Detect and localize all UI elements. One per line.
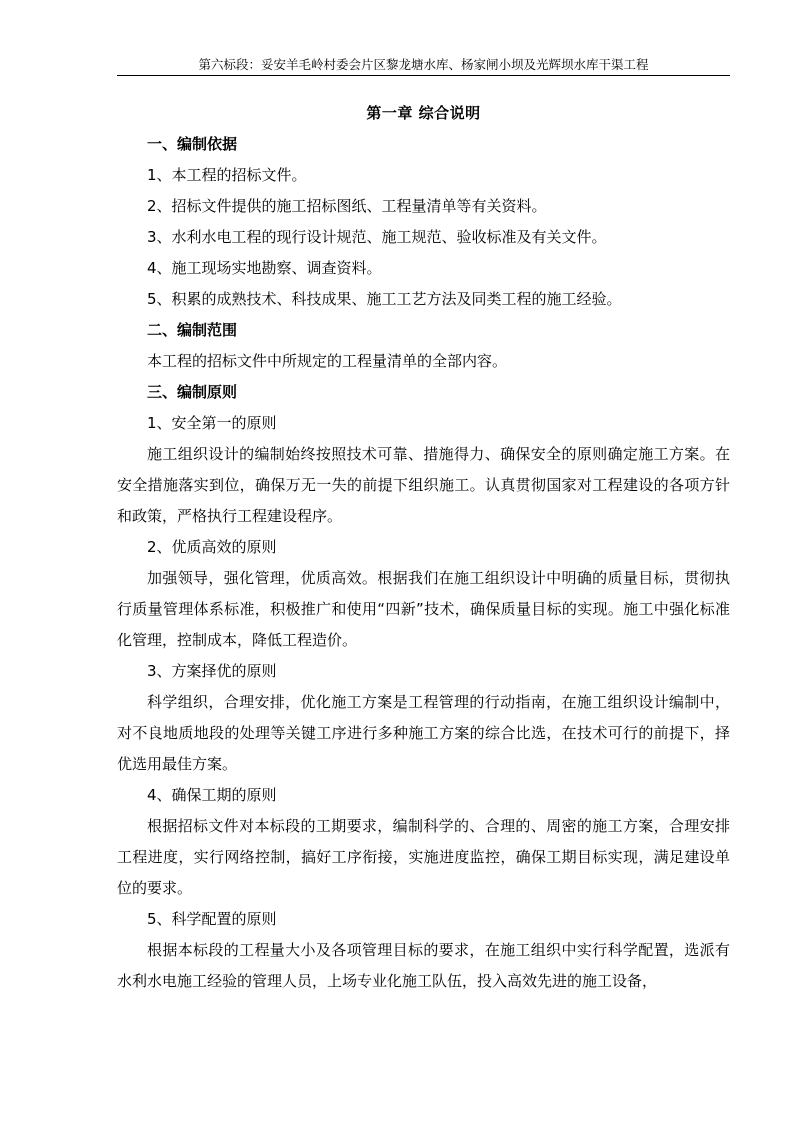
section-heading-basis: 一、编制依据 — [147, 135, 238, 153]
chapter-title: 第一章 综合说明 — [366, 104, 481, 122]
principle-1-text: 施工组织设计的编制始终按照技术可靠、措施得力、确保安全的原则确定施工方案。在安全措施落实到位，确保万无一失的前提下组织施工。认真贯彻国家对工程建设的各项方针和政策，严格执行工程建设程序。 — [117, 445, 730, 525]
basis-item-3: 3、水利水电工程的现行设计规范、施工规范、验收标准及有关文件。 — [147, 228, 607, 246]
principle-3-title: 3、方案择优的原则 — [147, 662, 277, 680]
basis-item-2: 2、招标文件提供的施工招标图纸、工程量清单等有关资料。 — [147, 197, 547, 215]
principle-3-text: 科学组织，合理安排，优化施工方案是工程管理的行动指南，在施工组织设计编制中，对不良地质地段的处理等关键工序进行多种施工方案的综合比选，在技术可行的前提下，择优选用最佳方案。 — [117, 693, 730, 773]
principle-5-title: 5、科学配置的原则 — [147, 910, 277, 928]
header-rule — [117, 75, 730, 76]
scope-text: 本工程的招标文件中所规定的工程量清单的全部内容。 — [147, 352, 508, 370]
section-heading-scope: 二、编制范围 — [147, 321, 238, 339]
basis-item-4: 4、施工现场实地勘察、调查资料。 — [147, 259, 382, 277]
principle-5-text: 根据本标段的工程量大小及各项管理目标的要求，在施工组织中实行科学配置，选派有水利水电施工经验的管理人员，上场专业化施工队伍，投入高效先进的施工设备， — [117, 941, 730, 990]
document-body — [117, 98, 730, 997]
principle-4-text: 根据招标文件对本标段的工期要求，编制科学的、合理的、周密的施工方案，合理安排工程进度，实行网络控制，搞好工序衔接，实施进度监控，确保工期目标实现，满足建设单位的要求。 — [117, 817, 730, 897]
principle-1-title: 1、安全第一的原则 — [147, 414, 277, 432]
principle-2-title: 2、优质高效的原则 — [147, 538, 277, 556]
page-header: 第六标段：妥安羊毛岭村委会片区黎龙塘水库、杨家闸小坝及光辉坝水库干渠工程 — [198, 57, 649, 72]
basis-item-5: 5、积累的成熟技术、科技成果、施工工艺方法及同类工程的施工经验。 — [147, 290, 622, 308]
principle-4-title: 4、确保工期的原则 — [147, 786, 277, 804]
section-heading-principles: 三、编制原则 — [147, 383, 238, 401]
principle-2-text: 加强领导，强化管理，优质高效。根据我们在施工组织设计中明确的质量目标，贯彻执行质量管理体系标准，积极推广和使用“四新”技术，确保质量目标的实现。施工中强化标准化管理，控制成本，降低工程造价。 — [117, 569, 730, 649]
basis-item-1: 1、本工程的招标文件。 — [147, 166, 307, 184]
